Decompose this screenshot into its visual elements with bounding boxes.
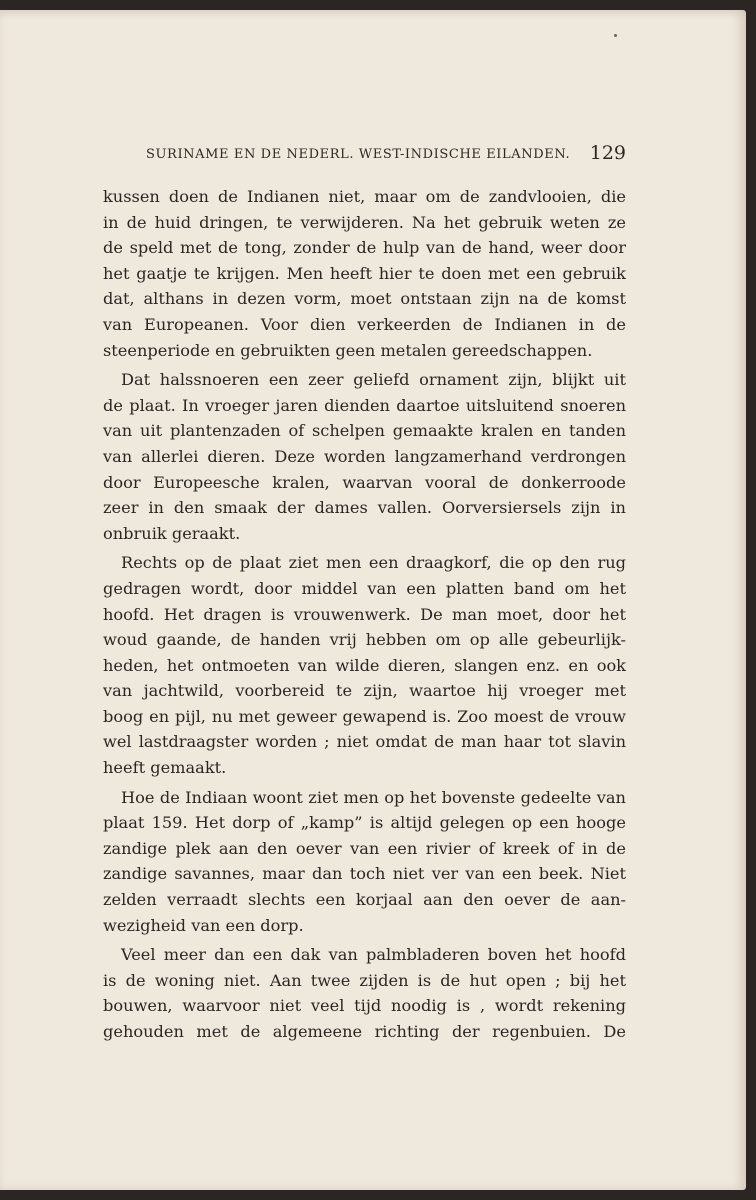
text-line: wezigheid van een dorp. bbox=[103, 915, 304, 935]
text-line: zelden verraadt slechts een korjaal aan den oever de aan- bbox=[103, 890, 626, 910]
text-line: in de huid dringen, te verwijderen. Na het gebruik weten ze bbox=[103, 212, 626, 232]
text-line: Rechts op de plaat ziet men een draagkorf, die op den rug bbox=[121, 553, 626, 573]
running-head: SURINAME EN DE NEDERL. WEST-INDISCHE EILANDEN. bbox=[146, 147, 571, 162]
text-line: zandige savannes, maar dan toch niet ver van een beek. Niet bbox=[103, 864, 626, 884]
paragraph bbox=[103, 785, 626, 939]
page-number: 129 bbox=[589, 142, 626, 164]
text-line: onbruik geraakt. bbox=[103, 523, 241, 543]
paragraph bbox=[103, 367, 626, 546]
text-line: bouwen, waarvoor niet veel tijd noodig is , wordt rekening bbox=[103, 996, 626, 1016]
text-line: is de woning niet. Aan twee zijden is de hut open ; bij het bbox=[103, 970, 626, 990]
text-line: van Europeanen. Voor dien verkeerden de Indianen in de bbox=[103, 314, 626, 334]
text-line: gedragen wordt, door middel van een platten band om het bbox=[103, 578, 626, 598]
text-line: Dat halssnoeren een zeer geliefd ornament zijn, blijkt uit bbox=[121, 370, 626, 390]
paragraph bbox=[103, 942, 626, 1044]
text-line: van jachtwild, voorbereid te zijn, waartoe hij vroeger met bbox=[103, 681, 626, 701]
text-line: boog en pijl, nu met geweer gewapend is. Zoo moest de vrouw bbox=[103, 706, 626, 726]
text-line: Hoe de Indiaan woont ziet men op het bovenste gedeelte van bbox=[121, 787, 626, 807]
page-header bbox=[146, 134, 626, 174]
text-line: heeft gemaakt. bbox=[103, 758, 227, 778]
text-line: het gaatje te krijgen. Men heeft hier te doen met een gebruik bbox=[103, 263, 626, 283]
text-line: van uit plantenzaden of schelpen gemaakte kralen en tanden bbox=[103, 421, 626, 441]
text-line: van allerlei dieren. Deze worden langzamerhand verdrongen bbox=[103, 446, 626, 466]
text-line: door Europeesche kralen, waarvan vooral de donkerroode bbox=[103, 472, 626, 492]
text-line: dat, althans in dezen vorm, moet ontstaan zijn na de komst bbox=[103, 289, 626, 309]
paragraph bbox=[103, 184, 626, 363]
text-line: de speld met de tong, zonder de hulp van de hand, weer door bbox=[103, 238, 626, 258]
text-line: de plaat. In vroeger jaren dienden daartoe uitsluitend snoeren bbox=[103, 395, 626, 415]
text-line: steenperiode en gebruikten geen metalen gereedschappen. bbox=[103, 340, 593, 360]
paragraph bbox=[103, 550, 626, 780]
text-line: kussen doen de Indianen niet, maar om de zandvlooien, die bbox=[103, 187, 626, 206]
paper-speck bbox=[614, 34, 617, 37]
text-line: Veel meer dan een dak van palmbladeren boven het hoofd bbox=[121, 945, 626, 965]
book-page bbox=[0, 10, 746, 1190]
text-line: heden, het ontmoeten van wilde dieren, slangen enz. en ook bbox=[103, 655, 626, 675]
text-line: wel lastdraagster worden ; niet omdat de man haar tot slavin bbox=[103, 732, 626, 752]
text-line: gehouden met de algemeene richting der regenbuien. De bbox=[103, 1022, 626, 1041]
text-line: hoofd. Het dragen is vrouwenwerk. De man moet, door het bbox=[103, 604, 626, 624]
text-line: zeer in den smaak der dames vallen. Oorversiersels zijn in bbox=[103, 498, 626, 518]
text-line: zandige plek aan den oever van een rivier of kreek of in de bbox=[103, 838, 626, 858]
body-text bbox=[103, 184, 626, 1045]
text-line: woud gaande, de handen vrij hebben om op alle gebeurlijk- bbox=[103, 630, 626, 650]
text-line: plaat 159. Het dorp of „kamp” is altijd gelegen op een hooge bbox=[103, 813, 626, 833]
